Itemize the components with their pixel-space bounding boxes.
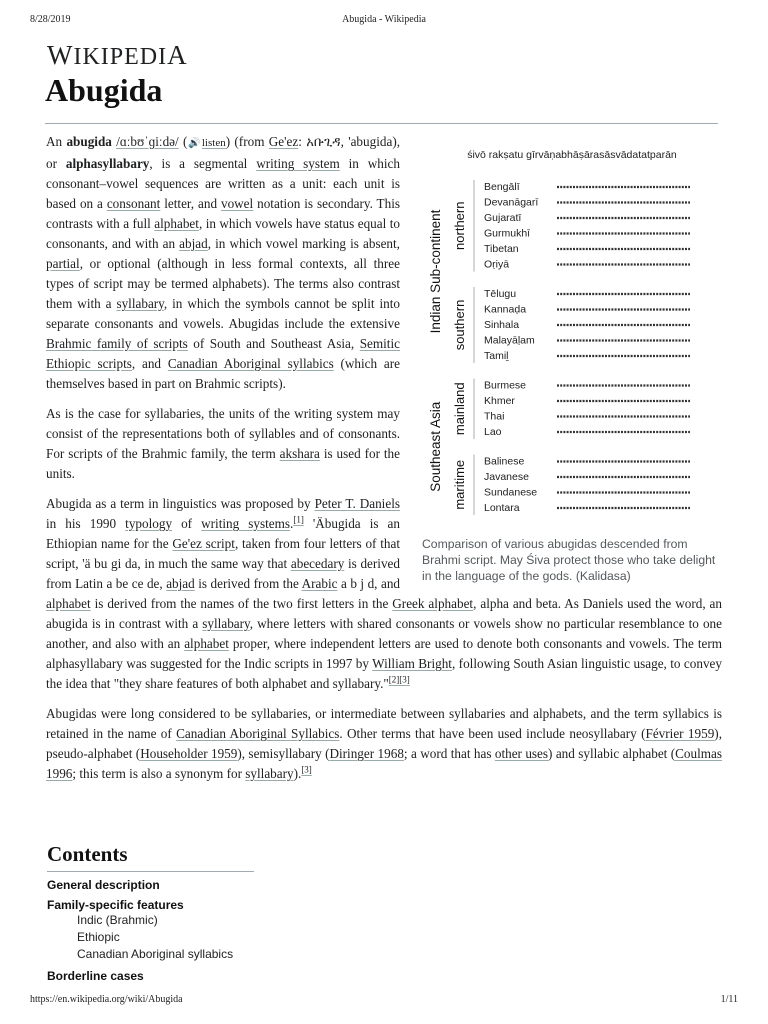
script-name-label: Malayāḷam <box>484 334 535 347</box>
figure-heading: śivō rakṣatu gīrvāṇabhāṣārasāsvādatatparān <box>467 149 677 161</box>
script-name-label: Tibetan <box>484 243 519 255</box>
toc-title: Contents <box>47 842 254 872</box>
table-of-contents <box>47 842 254 983</box>
link-writing-systems[interactable]: writing systems <box>201 516 291 531</box>
link-coulmas[interactable]: Coulmas 1996 <box>46 746 723 781</box>
etymology-paragraph: Abugida as a term in linguistics was proposed by Peter T. Daniels in his 1990 typology of writing systems.[1] 'Äbugida is an Ethiopian name for the Ge'ez script, taken from four letters of that script, 'ä bu gi da, in much the same way that abecedary is derived from Latin a be ce de, abjad is derived from the Arabic a b j d, and alphabet is derived from the names of the two first letters in the Greek alphabet, alpha and beta. As Daniels used the word, an abugida is in contrast with a syllabary, where letters with shared consonants or vowels show no particular resemblance to one another, and also with an alphabet proper, where independent letters are used to denote both consonants and vowels. The term alphasyllabary was suggested for the Indic scripts in 1997 by William Bright, following South Asian linguistic usage, to convey the idea that "they share features of both alphabet and syllabary."[2][3] <box>46 496 723 691</box>
link-abjad-2[interactable]: abjad <box>166 576 195 591</box>
link-householder[interactable]: Householder 1959 <box>140 746 238 761</box>
print-doc-title: Abugida - Wikipedia <box>342 14 426 25</box>
link-syllabary[interactable]: syllabary <box>116 296 164 311</box>
link-geez-script[interactable]: Ge'ez script <box>172 536 235 551</box>
link-other-uses[interactable]: other uses <box>494 746 549 761</box>
toc-item[interactable]: Borderline cases <box>47 969 144 983</box>
script-name-label: Burmese <box>484 379 527 392</box>
link-typology[interactable]: typology <box>125 516 173 531</box>
citation-3[interactable]: [3] <box>301 764 312 775</box>
link-ethiopic-scripts[interactable]: Ethiopic scripts <box>46 356 132 371</box>
script-name-label: Tēlugu <box>484 288 517 300</box>
sub-region-label: northern <box>452 201 467 250</box>
link-brahmic-family[interactable]: Brahmic family of scripts <box>46 336 188 351</box>
link-vowel[interactable]: vowel <box>220 196 254 211</box>
link-canadian-aboriginal-syllabics[interactable]: Canadian Aboriginal Syllabics <box>176 726 340 741</box>
link-syllabary-3[interactable]: syllabary <box>245 766 294 781</box>
abugida-comparison-figure <box>422 132 722 584</box>
intro-paragraph: An abugida /ɑːbʊˈɡiːdə/ (🔊listen) (from Ge'ez: አቡጊዳ, 'abugida), or alphasyllabary, is a segmental writing system in which consonant–vowel sequences are written as a unit: each unit is based on a consonant letter, and vowel notation is secondary. This contrasts with a full alphabet, in which vowels have status equal to consonants, and with an abjad, in which vowel marking is absent, partial, or optional (although in less formal contexts, all three types of script may be termed alphabets). The terms also contrast them with a syllabary, in which the symbols cannot be split into separate consonants and vowels. Abugidas include the extensive Brahmic family of scripts of South and Southeast Asia, Semitic Ethiopic scripts, and Canadian Aboriginal syllabics (which are themselves based in part on Brahmic scripts). <box>46 134 401 391</box>
script-name-label: Sinhala <box>484 319 520 331</box>
link-canadian-syllabics[interactable]: Canadian Aboriginal syllabics <box>167 356 334 371</box>
sub-region-label: maritime <box>452 459 467 510</box>
page-title: Abugida <box>45 72 163 108</box>
script-name-label: Tamiḻ <box>484 350 509 362</box>
akshara-paragraph: As is the case for syllabaries, the units of the writing system may consist of the representations both of syllables and of consonants. For scripts of the Brahmic family, the term akshara is used for the units. <box>46 406 400 481</box>
ipa-link[interactable]: /ɑːbʊˈɡiːdə/ <box>116 134 179 149</box>
script-name-label: Bengālī <box>484 181 520 193</box>
script-name-label: Oṛiyā <box>484 258 510 271</box>
figure-caption: Comparison of various abugidas descended from Brahmi script. May Śiva protect those who take delight in the language of the gods. (Kalidasa) <box>422 537 716 583</box>
title-divider <box>45 123 718 124</box>
link-abjad[interactable]: abjad <box>179 236 208 251</box>
link-syllabary-2[interactable]: syllabary <box>202 616 250 631</box>
toc-item[interactable]: Family-specific features <box>47 898 184 912</box>
link-semitic[interactable]: Semitic <box>359 336 400 351</box>
script-name-label: Gujaratī <box>484 212 522 224</box>
link-partial[interactable]: partial <box>46 256 80 271</box>
region-label: Southeast Asia <box>428 401 443 492</box>
print-page-number: 1/11 <box>720 994 738 1005</box>
link-diringer[interactable]: Diringer 1968 <box>329 746 404 761</box>
toc-item[interactable]: General description <box>47 878 160 892</box>
toc-subitem[interactable]: Canadian Aboriginal syllabics <box>77 947 234 961</box>
script-name-label: Thai <box>484 410 505 423</box>
figure-image[interactable] <box>422 132 722 532</box>
link-alphabet-2[interactable]: alphabet <box>46 596 91 611</box>
link-arabic[interactable]: Arabic <box>301 576 338 591</box>
region-label: Indian Sub-continent <box>428 209 443 334</box>
script-name-label: Lao <box>484 426 502 438</box>
script-name-label: Lontara <box>484 502 520 514</box>
script-name-label: Balinese <box>484 455 525 468</box>
citation-1[interactable]: [1] <box>293 514 304 525</box>
wikipedia-logo[interactable]: WIKIPEDIA <box>47 40 188 70</box>
sub-region-label: southern <box>452 299 467 351</box>
term-alphasyllabary: alphasyllabary <box>65 156 150 171</box>
link-peter-daniels[interactable]: Peter T. Daniels <box>314 496 400 511</box>
script-name-label: Devanāgarī <box>484 196 539 209</box>
link-william-bright[interactable]: William Bright <box>372 656 452 671</box>
print-url: https://en.wikipedia.org/wiki/Abugida <box>30 994 183 1005</box>
link-writing-system[interactable]: writing system <box>256 156 340 171</box>
print-footer <box>30 994 738 1010</box>
script-name-label: Khmer <box>484 395 515 407</box>
speaker-icon[interactable]: 🔊 <box>187 138 202 149</box>
sub-region-label: mainland <box>452 382 467 436</box>
toc-subitem[interactable]: Indic (Brahmic) <box>77 913 158 927</box>
print-header <box>30 14 738 30</box>
script-name-label: Gurmukhī <box>484 227 531 240</box>
script-name-label: Kannaḍa <box>484 303 527 316</box>
link-alphabet-3[interactable]: alphabet <box>184 636 229 651</box>
term-abugida: abugida <box>66 134 112 149</box>
link-akshara[interactable]: akshara <box>279 446 320 461</box>
abugida-chart-svg <box>422 132 722 532</box>
toc-subitem[interactable]: Ethiopic <box>77 930 120 944</box>
link-alphabet[interactable]: alphabet <box>154 216 199 231</box>
toc-items <box>47 878 254 983</box>
link-fevrier[interactable]: Février 1959 <box>645 726 715 741</box>
link-geez[interactable]: Ge'ez <box>268 134 299 149</box>
figure-rows <box>428 180 690 515</box>
link-abecedary[interactable]: abecedary <box>290 556 345 571</box>
listen-link[interactable]: listen <box>201 137 226 149</box>
print-date: 8/28/2019 <box>30 14 71 25</box>
citation-2-3[interactable]: [2][3] <box>388 674 410 685</box>
terminology-paragraph: Abugidas were long considered to be syllabaries, or intermediate between syllabaries and alphabets, and the term syllabics is retained in the name of Canadian Aboriginal Syllabics. Other terms that have been used include neosyllabary (Février 1959), pseudo-alphabet (Householder 1959), semisyllabary (Diringer 1968; a word that has other uses) and syllabic alphabet (Coulmas 1996; this term is also a synonym for syllabary).[3] <box>46 706 723 781</box>
script-name-label: Sundanese <box>484 486 538 499</box>
script-name-label: Javanese <box>484 471 529 483</box>
article-body <box>46 132 722 794</box>
link-greek-alphabet[interactable]: Greek alphabet <box>392 596 474 611</box>
link-consonant[interactable]: consonant <box>106 196 161 211</box>
